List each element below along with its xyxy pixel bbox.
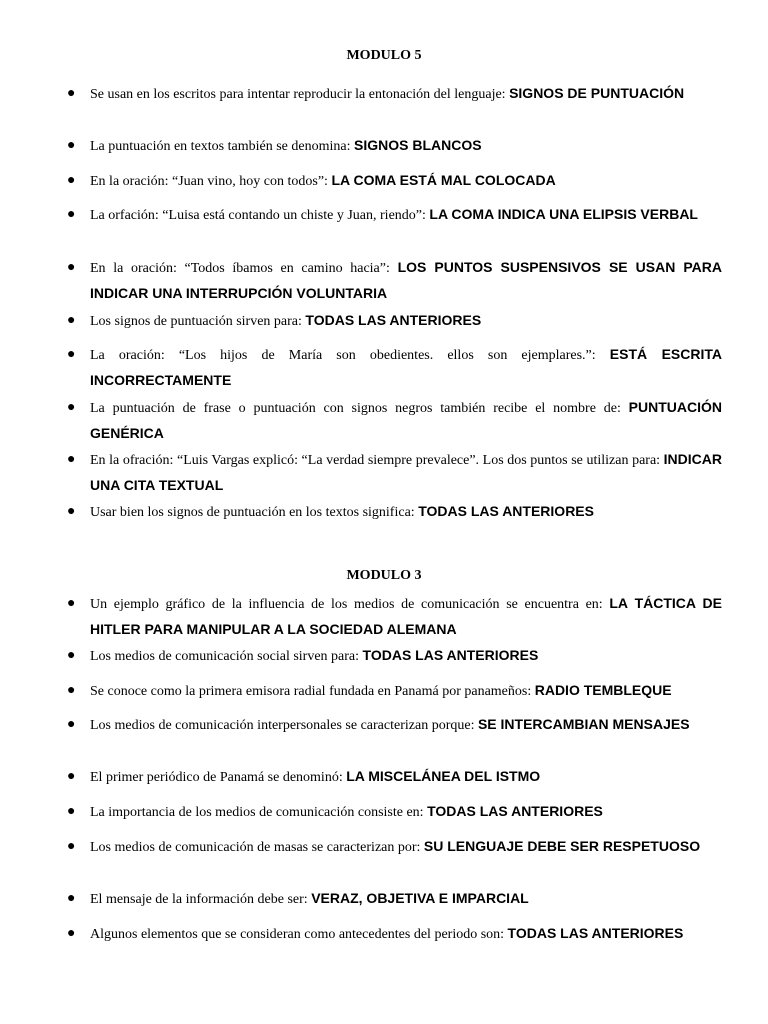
answer-text: SE INTERCAMBIAN MENSAJES xyxy=(477,716,690,732)
bullet-icon: ● xyxy=(67,347,76,362)
answer-text: RADIO TEMBLEQUE xyxy=(534,682,672,698)
answer-text: LA COMA ESTÁ MAL COLOCADA xyxy=(331,172,556,188)
question-text: Los medios de comunicación interpersonales se caracterizan porque: xyxy=(90,718,475,733)
section-heading-modulo-3: MODULO 3 xyxy=(346,568,422,583)
bullet-icon: ● xyxy=(67,207,76,222)
question-text: Los medios de comunicación social sirven para: xyxy=(90,649,360,664)
bullet-icon: ● xyxy=(67,260,76,275)
answer-text: SIGNOS BLANCOS xyxy=(353,137,482,153)
question-text: La puntuación de frase o puntuación con signos negros también recibe el nombre de: xyxy=(90,401,621,416)
question-text: En la oración: “Juan vino, hoy con todos”: xyxy=(90,174,328,189)
list-item xyxy=(67,886,722,912)
answer-text: TODAS LAS ANTERIORES xyxy=(427,803,603,819)
bullet-icon: ● xyxy=(67,400,76,415)
question-text: Usar bien los signos de puntuación en los textos significa: xyxy=(90,505,415,520)
question-text: El mensaje de la información debe ser: xyxy=(90,892,308,907)
answer-text: SU LENGUAJE DEBE SER RESPETUOSO xyxy=(423,838,701,854)
question-text: La puntuación en textos también se denomina: xyxy=(90,139,351,154)
answer-text: LA MISCELÁNEA DEL ISTMO xyxy=(346,768,541,784)
list-item xyxy=(67,834,722,860)
bullet-icon: ● xyxy=(67,313,76,328)
answer-text: INDICAR UNA CITA TEXTUAL xyxy=(90,451,723,493)
question-text: Un ejemplo gráfico de la influencia de los medios de comunicación se encuentra en: xyxy=(90,597,603,612)
question-text: Los signos de puntuación sirven para: xyxy=(90,314,302,329)
question-text: La importancia de los medios de comunicación consiste en: xyxy=(90,805,424,820)
bullet-icon: ● xyxy=(67,769,76,784)
section-heading-modulo-5: MODULO 5 xyxy=(346,48,422,63)
bullet-icon: ● xyxy=(67,717,76,732)
list-item xyxy=(67,342,723,394)
answer-text: LA COMA INDICA UNA ELIPSIS VERBAL xyxy=(429,206,698,222)
bullet-icon: ● xyxy=(67,926,76,941)
list-item xyxy=(67,202,722,228)
list-item xyxy=(67,395,723,447)
question-text: La oración: “Los hijos de María son obedientes. ellos son ejemplares.”: xyxy=(90,348,596,363)
list-item xyxy=(67,764,722,790)
bullet-icon: ● xyxy=(67,173,76,188)
list-item xyxy=(67,133,722,159)
answer-text: TODAS LAS ANTERIORES xyxy=(418,503,594,519)
list-item xyxy=(67,308,722,334)
question-text: Se conoce como la primera emisora radial fundada en Panamá por panameños: xyxy=(90,684,532,699)
list-item xyxy=(67,643,722,669)
list-item xyxy=(67,255,723,307)
answer-text: TODAS LAS ANTERIORES xyxy=(507,925,684,941)
bullet-icon: ● xyxy=(67,86,76,101)
list-item xyxy=(67,712,722,738)
list-item xyxy=(67,81,722,107)
question-text: El primer periódico de Panamá se denominó: xyxy=(90,770,343,785)
bullet-icon: ● xyxy=(67,839,76,854)
bullet-icon: ● xyxy=(67,138,76,153)
list-item xyxy=(67,678,722,704)
answer-text: LA TÁCTICA DE HITLER PARA MANIPULAR A LA SOCIEDAD ALEMANA xyxy=(90,595,722,637)
bullet-icon: ● xyxy=(67,804,76,819)
bullet-icon: ● xyxy=(67,648,76,663)
answer-text: PUNTUACIÓN GENÉRICA xyxy=(90,399,723,441)
answer-text: VERAZ, OBJETIVA E IMPARCIAL xyxy=(311,890,529,906)
bullet-icon: ● xyxy=(67,452,76,467)
list-item xyxy=(67,447,723,499)
question-text: Los medios de comunicación de masas se caracterizan por: xyxy=(90,840,421,855)
answer-text: ESTÁ ESCRITA INCORRECTAMENTE xyxy=(90,346,723,388)
list-item xyxy=(67,499,722,525)
question-text: En la oración: “Todos íbamos en camino hacia”: xyxy=(90,261,390,276)
question-text: Se usan en los escritos para intentar reproducir la entonación del lenguaje: xyxy=(90,87,506,102)
list-item xyxy=(67,591,722,643)
answer-text: TODAS LAS ANTERIORES xyxy=(362,647,539,663)
question-text: Algunos elementos que se consideran como antecedentes del periodo son: xyxy=(90,927,505,942)
list-item xyxy=(67,168,722,194)
answer-text: SIGNOS DE PUNTUACIÓN xyxy=(509,85,685,101)
list-item xyxy=(67,799,722,825)
list-item xyxy=(67,921,722,947)
bullet-icon: ● xyxy=(67,504,76,519)
question-text: La orfación: “Luisa está contando un chiste y Juan, riendo”: xyxy=(90,208,426,223)
answer-text: TODAS LAS ANTERIORES xyxy=(305,312,482,328)
bullet-icon: ● xyxy=(67,891,76,906)
question-text: En la ofración: “Luis Vargas explicó: “La verdad siempre prevalece”. Los dos puntos se utilizan para: xyxy=(90,453,661,468)
bullet-icon: ● xyxy=(67,683,76,698)
bullet-icon: ● xyxy=(67,596,76,611)
answer-text: LOS PUNTOS SUSPENSIVOS SE USAN PARA INDICAR UNA INTERRUPCIÓN VOLUNTARIA xyxy=(90,259,723,301)
